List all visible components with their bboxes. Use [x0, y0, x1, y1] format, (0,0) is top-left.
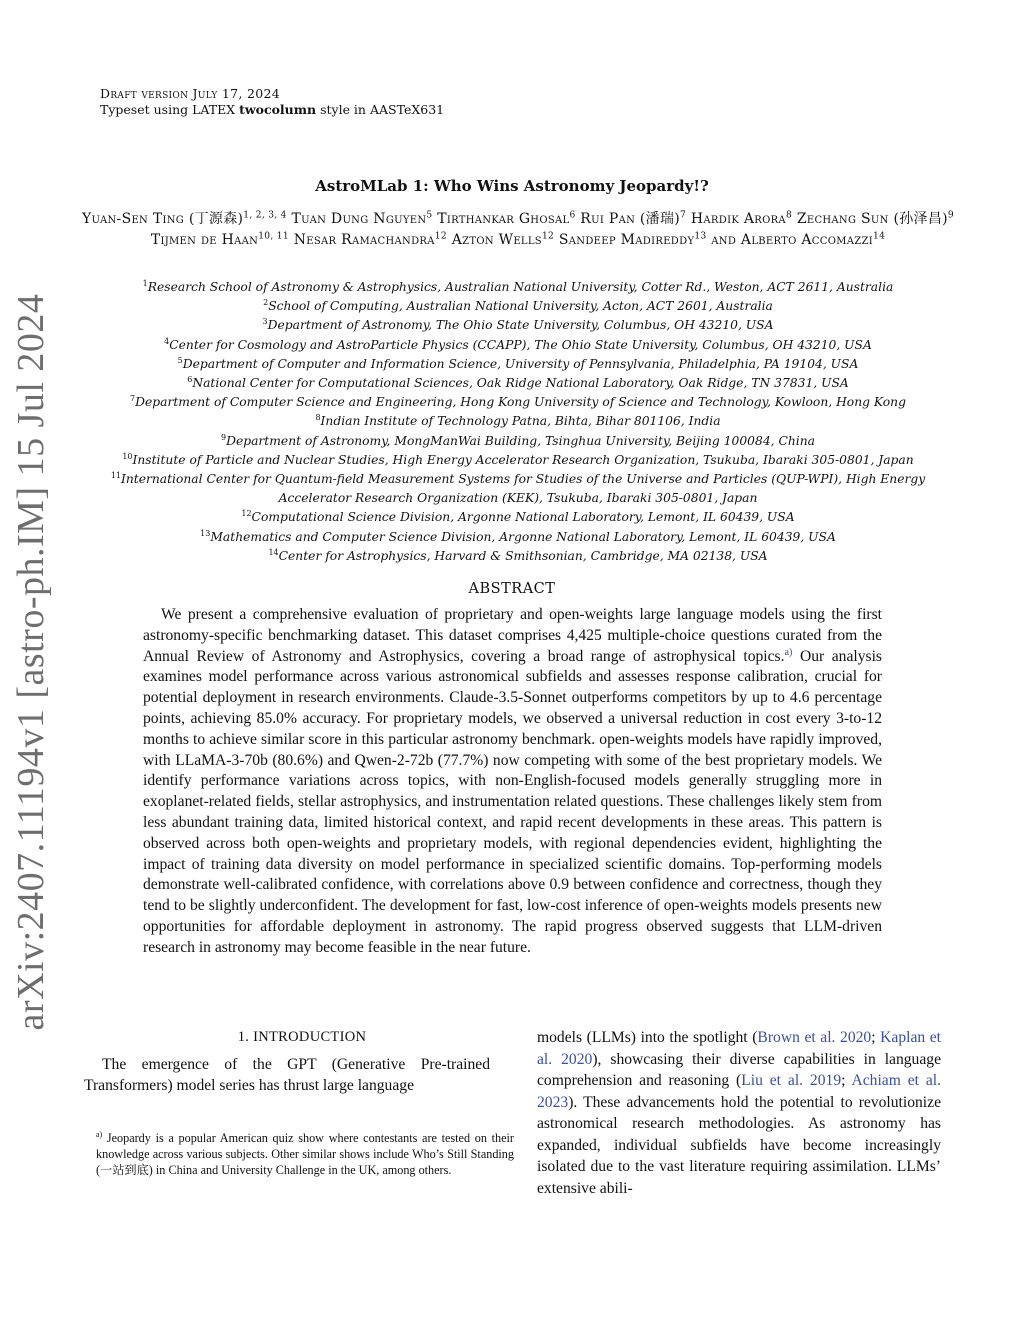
affiliation-number: 12: [241, 509, 252, 519]
affiliation-item: [80, 297, 956, 316]
author-name: Hardik Arora: [690, 211, 786, 227]
intro-text-3: ), showcasing their diverse capabilities in language comprehension and reasoning (: [537, 1050, 941, 1089]
affiliation-text: Center for Astrophysics, Harvard & Smithsonian, Cambridge, MA 02138, USA: [278, 548, 768, 563]
intro-text-2: ;: [871, 1029, 881, 1046]
author-affiliation-marks: 10, 11: [258, 231, 289, 242]
affiliation-text: Indian Institute of Technology Patna, Bihta, Bihar 801106, India: [320, 414, 721, 429]
affiliation-item: [80, 393, 956, 412]
author: [559, 232, 741, 248]
affiliation-number: 1: [142, 278, 148, 288]
author: [741, 232, 885, 248]
affiliation-number: 3: [262, 317, 268, 327]
author-name: Zechang Sun: [796, 211, 889, 227]
footnote-text: Jeopardy is a popular American quiz show where contestants are tested on their knowledge across various subjects. Other similar shows include Who’s Still Standing (一站到底) in China and University Challenge in the UK, among others.: [96, 1131, 514, 1178]
author-native-name: (孙泽昌): [888, 211, 948, 227]
typeset-style: twocolumn: [239, 102, 317, 117]
affiliation-item: [80, 470, 956, 508]
citation-link[interactable]: Liu et al. 2019: [741, 1072, 842, 1089]
author-name: Nesar Ramachandra: [293, 232, 435, 248]
footnote-mark: a): [96, 1129, 103, 1139]
author: [452, 232, 559, 248]
affiliation-number: 11: [110, 470, 121, 480]
author-name: Tuan Dung Nguyen: [291, 211, 427, 227]
affiliation-number: 13: [200, 528, 211, 538]
latex-logo: LATEX: [192, 102, 236, 117]
affiliation-item: [80, 508, 956, 527]
affiliation-number: 5: [177, 355, 183, 365]
affiliation-text: Institute of Particle and Nuclear Studies, High Energy Accelerator Research Organization, Tsukuba, Ibaraki 305-0801, Japan: [132, 452, 914, 467]
author-native-name: (丁源森): [184, 211, 244, 227]
author-name: Yuan-Sen Ting: [82, 211, 185, 227]
affiliation-item: [80, 278, 956, 297]
affiliation-text: Mathematics and Computer Science Division, Argonne National Laboratory, Lemont, IL 60439, USA: [210, 529, 836, 544]
citation-link[interactable]: Kaplan et al. 2020: [537, 1029, 942, 1068]
author-name: Rui Pan: [580, 211, 636, 227]
abstract-heading: ABSTRACT: [468, 581, 556, 597]
affiliation-number: 7: [130, 394, 136, 404]
author-name: Azton Wells: [451, 232, 542, 248]
affiliation-list: [80, 278, 956, 566]
abstract-text: [143, 605, 882, 959]
typeset-line: [100, 102, 444, 118]
author-affiliation-marks: 6: [569, 210, 576, 221]
affiliation-text: School of Computing, Australian National University, Acton, ACT 2601, Australia: [268, 299, 773, 314]
author: [797, 211, 954, 227]
author-affiliation-marks: 1, 2, 3, 4: [243, 210, 287, 221]
affiliation-item: [80, 528, 956, 547]
abstract-part-1: We present a comprehensive evaluation of proprietary and open-weights large language models using the first astronomy-specific benchmarking dataset. This dataset comprises 4,425 multiple-choice questions curated from the Annual Review of Astronomy and Astrophysics, covering a broad range of astrophysical topics.: [143, 606, 882, 665]
author: [437, 211, 580, 227]
author-native-name: (潘瑞): [635, 211, 681, 227]
author-name: Alberto Accomazzi: [740, 232, 873, 248]
author-affiliation-marks: 12: [434, 231, 447, 242]
author: [292, 211, 438, 227]
author: [294, 232, 452, 248]
affiliation-item: [80, 432, 956, 451]
author-affiliation-marks: 14: [873, 231, 886, 242]
author-separator: and: [706, 232, 741, 248]
affiliation-text: Research School of Astronomy & Astrophysics, Australian National University, Cotter Rd., Weston, ACT 2611, Australia: [147, 280, 894, 294]
affiliation-number: 4: [164, 336, 170, 346]
paper-title: AstroMLab 1: Who Wins Astronomy Jeopardy!?: [315, 177, 709, 195]
author: [580, 211, 691, 227]
citation-link[interactable]: Brown et al. 2020: [757, 1029, 872, 1046]
footnote-mark-link[interactable]: a): [784, 646, 793, 658]
affiliation-number: 9: [221, 432, 227, 442]
affiliation-text: Department of Computer Science and Engineering, Hong Kong University of Science and Technology, Kowloon, Hong Kong: [135, 395, 906, 410]
intro-text-5: ). These advancements hold the potential to revolutionize astronomical research methodologies. As astronomy has expanded, individual subfields have become increasingly isolated due to the vast literature requiring assimilation. LLMs’ extensive abili-: [537, 1093, 941, 1197]
affiliation-number: 2: [263, 298, 269, 308]
author-name: Sandeep Madireddy: [558, 232, 695, 248]
author-list: [70, 209, 966, 251]
affiliation-item: [80, 374, 956, 393]
arxiv-identifier: arXiv:2407.11194v1 [astro-ph.IM] 15 Jul 2024: [10, 293, 52, 1031]
introduction-heading: 1. INTRODUCTION: [237, 1029, 367, 1045]
author: [151, 232, 294, 248]
author-affiliation-marks: 7: [680, 210, 687, 221]
author-name: Tirthankar Ghosal: [437, 211, 570, 227]
affiliation-number: 14: [268, 547, 279, 557]
footnote: [96, 1130, 514, 1179]
affiliation-item: [80, 451, 956, 470]
author-affiliation-marks: 9: [947, 210, 954, 221]
author-affiliation-marks: 5: [426, 210, 433, 221]
draft-version-line: [100, 86, 280, 102]
affiliation-number: 8: [315, 413, 321, 423]
citation-link[interactable]: Achiam et al. 2023: [537, 1072, 942, 1111]
affiliation-text: Department of Computer and Information Science, University of Pennsylvania, Philadelphia, PA 19104, USA: [182, 356, 859, 371]
author: [82, 211, 292, 227]
draft-version: Draft version July 17, 2024: [100, 86, 280, 101]
affiliation-item: [80, 412, 956, 431]
author-affiliation-marks: 12: [541, 231, 555, 242]
affiliation-number: 10: [122, 451, 133, 461]
arxiv-identifier-stamp: [0, 0, 62, 1325]
affiliation-item: [80, 336, 956, 355]
author-affiliation-marks: 8: [785, 210, 793, 221]
affiliation-text: International Center for Quantum-field Measurement Systems for Studies of the Universe and Particles (QUP-WPI), High Energy Accelerator Research Organization (KEK), Tsukuba, Ibaraki 305-0801, Japan: [120, 472, 926, 506]
intro-text-1: models (LLMs) into the spotlight (: [537, 1029, 758, 1046]
author-name: Tijmen de Haan: [150, 232, 259, 248]
affiliation-text: Department of Astronomy, MongManWai Building, Tsinghua University, Beijing 100084, China: [226, 433, 815, 448]
abstract-part-2: Our analysis examines model performance across various astronomical subfields and assesses response calibration, crucial for potential deployment in research environments. Claude-3.5-Sonnet outperforms competitors by up to 4.6 percentage points, achieving 85.0% accuracy. For proprietary models, we observed a universal reduction in cost every 3-to-12 months to achieve similar score in this particular astronomy benchmark. open-weights models have rapidly improved, with LLaMA-3-70b (80.6%) and Qwen-2-72b (77.7%) now competing with some of the best proprietary models. We identify performance variations across topics, with non-English-focused models generally struggling more in exoplanet-related fields, stellar astrophysics, and instrumentation related questions. These challenges likely stem from less abundant training data, limited historical context, and rapid recent developments in these areas. This pattern is observed across both open-weights and proprietary models, with regional dependencies evident, highlighting the impact of training data diversity on model performance in specialized scientific domains. Top-performing models demonstrate well-calibrated confidence, with correlations above 0.9 between confidence and correctness, though they tend to be slightly underconfident. The development for fast, low-cost inference of open-weights models presents new opportunities for affordable deployment in astronomy. The rapid progress observed suggests that LLM-driven research in astronomy may become feasible in the near future.: [143, 647, 882, 956]
affiliation-item: [80, 316, 956, 335]
affiliation-item: [80, 355, 956, 374]
affiliation-text: Computational Science Division, Argonne National Laboratory, Lemont, IL 60439, USA: [251, 510, 795, 525]
introduction-paragraph-left: The emergence of the GPT (Generative Pre-trained Transformers) model series has thrust large language: [84, 1055, 490, 1094]
affiliation-text: National Center for Computational Sciences, Oak Ridge National Laboratory, Oak Ridge, TN 37831, USA: [192, 376, 849, 391]
right-column: [537, 1027, 941, 1199]
left-column: [84, 1027, 490, 1097]
author: [691, 211, 797, 227]
intro-text-4: ;: [841, 1072, 852, 1089]
affiliation-item: [80, 547, 956, 566]
typeset-prefix: Typeset using: [100, 102, 193, 117]
author-affiliation-marks: 13: [694, 231, 707, 242]
affiliation-text: Center for Cosmology and AstroParticle Physics (CCAPP), The Ohio State University, Columbus, OH 43210, USA: [169, 337, 872, 352]
typeset-suffix: style in AASTeX631: [316, 102, 445, 117]
affiliation-text: Department of Astronomy, The Ohio State University, Columbus, OH 43210, USA: [267, 318, 774, 333]
affiliation-number: 6: [187, 374, 193, 384]
